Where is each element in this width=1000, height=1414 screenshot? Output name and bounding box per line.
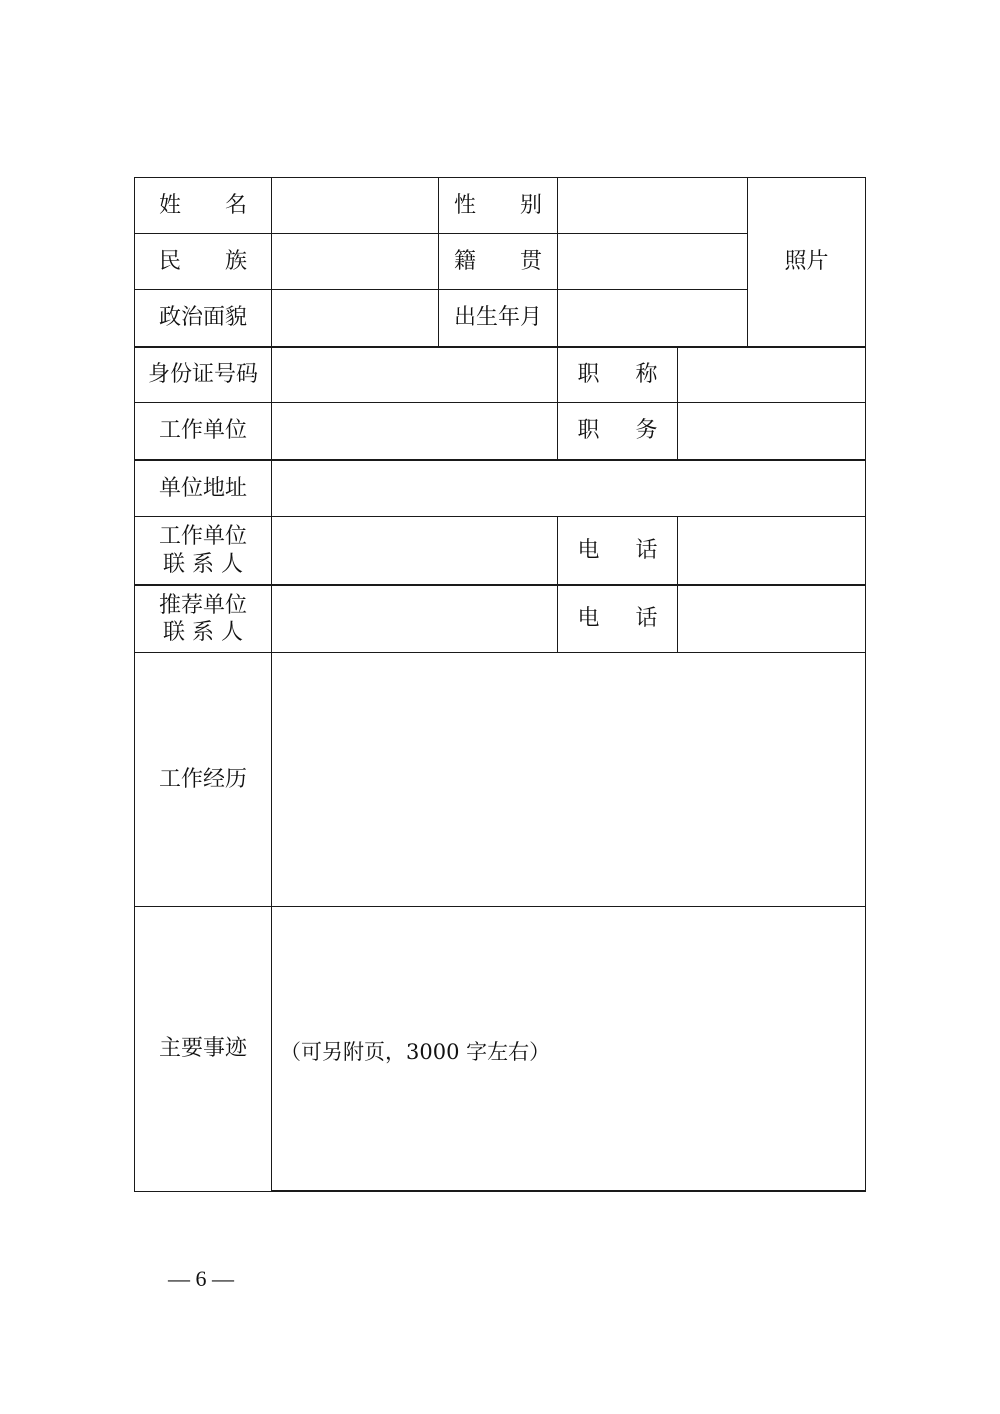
- name-label-char-1: 姓: [159, 192, 182, 218]
- id-number-field[interactable]: [271, 346, 558, 403]
- gender-field[interactable]: [557, 177, 748, 234]
- photo-cell[interactable]: [747, 177, 866, 347]
- birth-label: 出生年月: [453, 305, 542, 331]
- unit-address-label: 单位地址: [158, 475, 247, 501]
- unit-contact-phone-field[interactable]: [677, 516, 866, 585]
- work-unit-field[interactable]: [271, 402, 558, 460]
- achievements-hint: （可另附页，3000 字左右）: [280, 1040, 551, 1064]
- recommender-contact-label-cell: [134, 584, 272, 653]
- unit-address-label-cell: [134, 459, 272, 517]
- recommender-contact-phone-field[interactable]: [677, 584, 866, 653]
- political-status-label: 政治面貌: [158, 305, 247, 331]
- political-status-label-cell: [134, 289, 272, 347]
- name-field[interactable]: [271, 177, 439, 234]
- ethnicity-label-char-1: 民: [159, 248, 182, 274]
- position-label-cell: [557, 402, 678, 460]
- phone-label-cell-1: [557, 516, 678, 585]
- phone-label-2-char-1: 电: [577, 606, 600, 632]
- birth-field[interactable]: [557, 289, 748, 347]
- title-label-char-2: 称: [635, 362, 658, 388]
- title-label-char-1: 职: [577, 362, 600, 388]
- phone-label-1-char-2: 话: [635, 537, 658, 563]
- unit-contact-label-line-2: 联 系 人: [162, 551, 243, 577]
- recommender-contact-label-line-1: 推荐单位: [158, 592, 247, 618]
- phone-label-2-char-2: 话: [635, 606, 658, 632]
- title-field[interactable]: [677, 346, 866, 403]
- ethnicity-field[interactable]: [271, 233, 439, 290]
- native-place-label-char-1: 籍: [454, 248, 477, 274]
- id-number-label-cell: [134, 346, 272, 403]
- unit-contact-label-line-1: 工作单位: [158, 524, 247, 549]
- id-number-label: 身份证号码: [147, 362, 258, 388]
- work-history-label: 工作经历: [158, 766, 247, 792]
- title-label-cell: [557, 346, 678, 403]
- name-label-cell: [134, 177, 272, 234]
- position-label-char-2: 务: [635, 418, 658, 444]
- work-unit-label-cell: [134, 402, 272, 460]
- birth-label-cell: [438, 289, 558, 347]
- recommender-contact-label-line-2: 联 系 人: [162, 620, 243, 645]
- gender-label-char-2: 别: [519, 192, 542, 218]
- gender-label-char-1: 性: [454, 192, 477, 218]
- unit-address-field[interactable]: [271, 459, 866, 517]
- page-number: — 6 —: [168, 1266, 234, 1291]
- position-field[interactable]: [677, 402, 866, 460]
- unit-contact-field[interactable]: [271, 516, 558, 585]
- phone-label-cell-2: [557, 584, 678, 653]
- work-history-field[interactable]: [271, 652, 866, 907]
- native-place-field[interactable]: [557, 233, 748, 290]
- work-unit-label: 工作单位: [158, 418, 247, 444]
- photo-label: 照片: [784, 249, 829, 275]
- native-place-label-cell: [438, 233, 558, 290]
- work-history-label-cell: [134, 652, 272, 907]
- ethnicity-label-cell: [134, 233, 272, 290]
- unit-contact-label-cell: [134, 516, 272, 585]
- native-place-label-char-2: 贯: [519, 248, 542, 274]
- recommender-contact-field[interactable]: [271, 584, 558, 653]
- phone-label-1-char-1: 电: [577, 537, 600, 563]
- name-label-char-2: 名: [224, 192, 247, 218]
- gender-label-cell: [438, 177, 558, 234]
- achievements-label-cell: [134, 906, 272, 1192]
- ethnicity-label-char-2: 族: [224, 248, 247, 274]
- achievements-label: 主要事迹: [158, 1036, 247, 1062]
- political-status-field[interactable]: [271, 289, 439, 347]
- position-label-char-1: 职: [577, 418, 600, 444]
